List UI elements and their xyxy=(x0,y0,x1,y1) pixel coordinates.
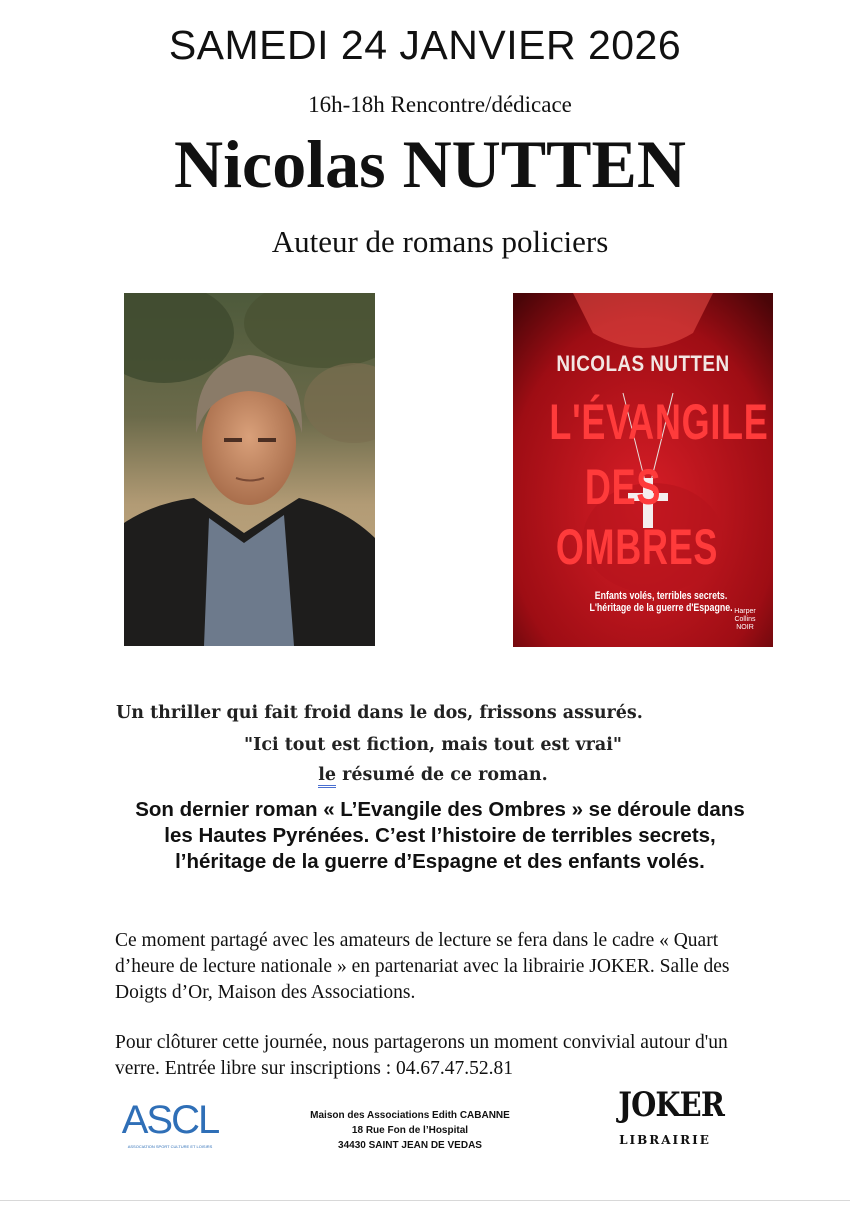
cover-title-line2: DES xyxy=(584,459,662,515)
event-time-activity: 16h-18h Rencontre/dédicace xyxy=(308,92,572,117)
address-line3: 34430 SAINT JEAN DE VEDAS xyxy=(338,1140,482,1151)
event-date: SAMEDI 24 JANVIER 2026 xyxy=(168,22,682,68)
ascl-logo-tagline: ASSOCIATION SPORT CULTURE ET LOISIRS xyxy=(127,1144,213,1149)
author-role: Auteur de romans policiers xyxy=(271,224,609,259)
bottom-divider xyxy=(0,1200,850,1201)
cover-tagline-line2: L'héritage de la guerre d'Espagne. xyxy=(589,602,733,614)
venue-address xyxy=(260,1108,560,1153)
address-line2: 18 Rue Fon de l’Hospital xyxy=(351,1125,469,1136)
blurb-underlined-word: le xyxy=(318,765,336,788)
blurb-line3-rest: résumé de ce roman. xyxy=(336,765,548,785)
blurb-line1: Un thriller qui fait froid dans le dos, frissons assurés. xyxy=(116,703,643,723)
book-cover xyxy=(513,293,773,647)
blurb-line3 xyxy=(0,765,850,785)
joker-librairie-logo xyxy=(610,1085,725,1160)
address-line1: Maison des Associations Edith CABANNE xyxy=(310,1110,510,1121)
author-photo xyxy=(124,293,375,646)
joker-logo-sub: LIBRAIRIE xyxy=(619,1133,711,1147)
author-name: Nicolas NUTTEN xyxy=(174,126,686,202)
book-summary: Son dernier roman « L’Evangile des Ombres » se déroule dans les Hautes Pyrénées. C’est l’histoire de terribles secrets, l’héritage de la guerre d’Espagne et des enfants volés. xyxy=(135,798,745,873)
ascl-logo xyxy=(120,1098,220,1158)
cover-tagline xyxy=(581,590,741,614)
publisher-line1: Harper xyxy=(734,608,756,615)
cover-author: NICOLAS NUTTEN xyxy=(556,351,730,376)
ascl-logo-text: ASCL xyxy=(121,1098,219,1142)
cover-tagline-line1: Enfants volés, terribles secrets. xyxy=(594,590,728,602)
blurb-quote: "Ici tout est fiction, mais tout est vrai" xyxy=(244,735,622,755)
publisher-logo xyxy=(725,608,765,632)
publisher-line3: NOIR xyxy=(736,624,754,631)
event-details-paragraph: Ce moment partagé avec les amateurs de lecture se fera dans le cadre « Quart d’heure de lecture nationale » en partenariat avec la librairie JOKER. Salle des Doigts d’Or, Maison des Associations. xyxy=(115,930,730,1003)
closing-paragraph: Pour clôturer cette journée, nous partagerons un moment convivial autour d'un verre. Entrée libre sur inscriptions : 04.67.47.52.81 xyxy=(115,1032,728,1079)
cover-title-line3: OMBRES xyxy=(555,519,719,575)
publisher-line2: Collins xyxy=(734,616,756,623)
cover-title-line1: L'ÉVANGILE xyxy=(549,394,769,450)
joker-logo-text: JOKER xyxy=(618,1085,725,1125)
